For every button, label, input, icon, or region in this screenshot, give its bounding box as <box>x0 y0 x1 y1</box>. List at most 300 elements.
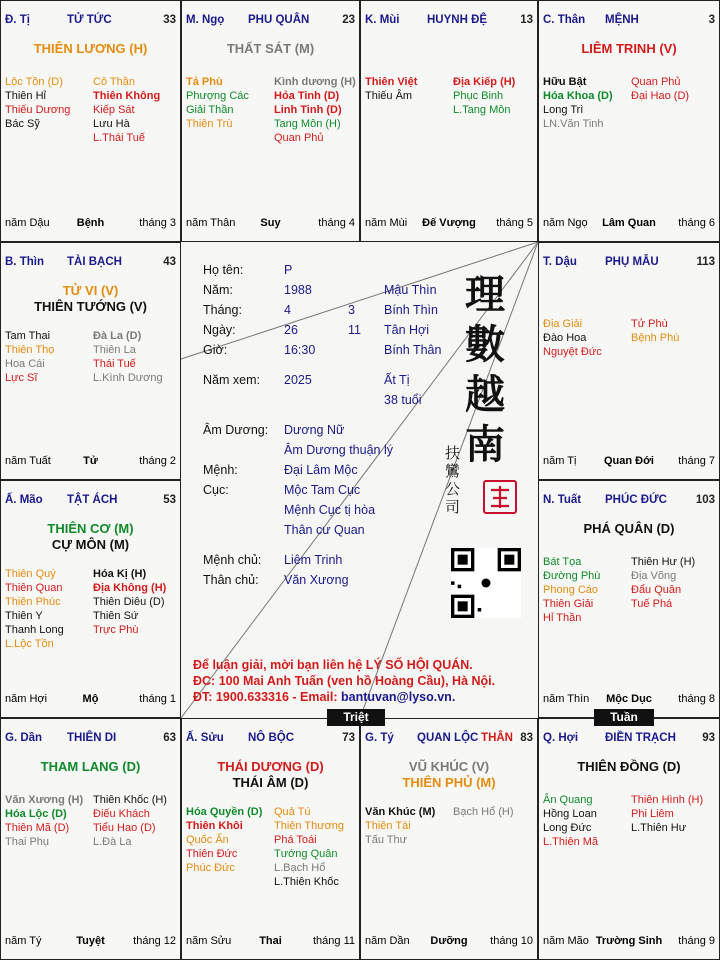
tuan-tag: Tuần <box>594 709 654 726</box>
label-menh: Mệnh: <box>203 463 238 477</box>
truong-sinh-stage: Dưỡng <box>430 935 468 947</box>
minor-star: Hữu Bật <box>543 76 587 88</box>
seal-mark <box>485 482 515 512</box>
value-nam-can: Mậu Thìn <box>384 283 437 297</box>
branch-label: G. Dần <box>5 732 43 744</box>
minor-star: Thiên Hỉ <box>5 90 46 102</box>
minor-star: Tuế Phá <box>631 598 673 610</box>
truong-sinh-stage: Trường Sinh <box>595 935 663 947</box>
luu-month: tháng 12 <box>133 935 176 947</box>
branch-label: Đ. Tị <box>5 14 30 26</box>
luu-nien-year: năm Dần <box>365 935 410 947</box>
main-stars <box>539 521 719 537</box>
palace-cell-ngo <box>181 0 360 242</box>
main-stars <box>539 41 719 57</box>
palace-header <box>543 494 715 510</box>
luu-month: tháng 1 <box>139 693 176 705</box>
main-stars <box>361 759 537 791</box>
value-gio: 16:30 <box>284 343 316 357</box>
star-column <box>5 793 89 849</box>
main-star: PHÁ QUÂN (D) <box>583 521 675 536</box>
value-thang: 4 <box>284 303 291 317</box>
main-star: TỬ VI (V) <box>62 283 119 298</box>
minor-star: Quan Phủ <box>274 132 324 144</box>
small-seal-text <box>445 444 465 516</box>
minor-star: Hoa Cái <box>5 358 45 370</box>
palace-header <box>543 14 715 30</box>
palace-name: HUYNH ĐỆ <box>427 14 488 26</box>
label-menh-chu: Mệnh chủ: <box>203 553 262 567</box>
star-column <box>93 75 177 145</box>
main-star: THIÊN PHỦ (M) <box>402 775 496 790</box>
minor-star: Thiên Phúc <box>5 596 61 608</box>
value-am-duong: Dương Nữ <box>284 423 345 437</box>
calligraphy-char: 理 <box>465 271 505 318</box>
minor-star: Lực Sĩ <box>5 372 38 384</box>
minor-star: Ân Quang <box>543 794 593 806</box>
palace-header <box>365 14 533 30</box>
minor-star: Thiên Hư (H) <box>631 556 696 568</box>
minor-star: Long Trì <box>543 104 584 116</box>
luu-month: tháng 9 <box>678 935 715 947</box>
palace-footer <box>365 935 533 949</box>
truong-sinh-stage: Quan Đới <box>604 455 654 467</box>
minor-star: Đà La (D) <box>93 330 142 342</box>
label-am-duong: Âm Dương: <box>203 423 269 437</box>
luu-nien-year: năm Sửu <box>186 935 232 947</box>
calligraphy-logo <box>465 270 525 470</box>
minor-star: Quan Phủ <box>631 76 681 88</box>
value-gio-can: Bính Thân <box>384 343 442 357</box>
luu-nien-year: năm Ngọ <box>543 217 588 229</box>
minor-star: Phi Liêm <box>631 808 674 820</box>
dai-han-number: 63 <box>163 732 176 744</box>
contact-phone: ĐT: 1900.633316 - Email: <box>193 690 341 704</box>
label-than-chu: Thân chủ: <box>203 573 259 587</box>
star-column <box>543 793 627 849</box>
dai-han-number: 83 <box>520 732 533 744</box>
dai-han-number: 43 <box>163 256 176 268</box>
calligraphy-char: 越 <box>465 371 505 418</box>
minor-star: Thiên Khôi <box>186 820 243 832</box>
palace-cell-mao <box>0 480 181 718</box>
minor-star: Giải Thần <box>186 104 234 116</box>
luu-nien-year: năm Thìn <box>543 693 590 705</box>
minor-star: Thiên Quan <box>5 582 63 594</box>
minor-star: Phượng Các <box>186 90 249 102</box>
star-column <box>543 317 627 359</box>
value-than-cu: Thân cư Quan <box>284 523 365 537</box>
minor-star: Văn Khúc (M) <box>365 806 436 818</box>
truong-sinh-stage: Tử <box>83 455 98 467</box>
calligraphy-char: 南 <box>465 421 505 468</box>
minor-star: Địa Võng <box>631 570 677 582</box>
palace-header <box>543 732 715 748</box>
palace-name: TÀI BẠCH <box>67 256 122 268</box>
minor-star: Cô Thần <box>93 76 135 88</box>
minor-star: Văn Xương (H) <box>5 794 84 806</box>
minor-star: Nguyệt Đức <box>543 346 602 358</box>
palace-name: PHÚC ĐỨC <box>605 494 667 506</box>
main-star: THẤT SÁT (M) <box>226 41 315 56</box>
value-nam-xem: 2025 <box>284 373 312 387</box>
palace-name: THIÊN DI <box>67 732 117 744</box>
main-star: THAM LANG (D) <box>40 759 141 774</box>
minor-star: L.Đà La <box>93 836 132 848</box>
value-thang-am: 3 <box>348 303 355 317</box>
minor-star: L.Thiên Hư <box>631 822 687 834</box>
minor-star: Thiên Đức <box>186 848 238 860</box>
contact-line-3 <box>193 690 455 704</box>
branch-label: Ấ. Sửu <box>186 732 224 744</box>
palace-footer <box>186 935 355 949</box>
contact-line-2: ĐC: 100 Mai Anh Tuấn (ven hồ Hoàng Cầu), Hà Nội. <box>193 674 496 688</box>
star-column <box>5 329 89 385</box>
palace-header <box>5 494 176 510</box>
palace-cell-dau <box>538 242 720 480</box>
palace-header <box>5 256 176 272</box>
value-cuc: Mộc Tam Cục <box>284 483 361 497</box>
palace-name: NÔ BỘC <box>248 732 294 744</box>
star-column <box>631 317 715 345</box>
luu-nien-year: năm Thân <box>186 217 236 229</box>
star-column <box>543 75 627 131</box>
minor-star: Long Đức <box>543 822 592 834</box>
minor-star: Lưu Hà <box>93 118 130 130</box>
luu-nien-year: năm Mão <box>543 935 589 947</box>
label-cuc: Cục: <box>203 483 229 497</box>
value-ngay-can: Tân Hợi <box>384 323 430 337</box>
star-column <box>186 75 270 131</box>
minor-star: L.Thái Tuế <box>93 132 145 144</box>
palace-name: PHU QUÂN <box>248 14 310 26</box>
palace-footer <box>5 455 176 469</box>
dai-han-number: 23 <box>342 14 355 26</box>
branch-label: B. Thìn <box>5 256 44 268</box>
dai-han-number: 13 <box>520 14 533 26</box>
minor-star: Thiên Sứ <box>93 610 139 622</box>
center-info-panel <box>181 242 538 718</box>
palace-header <box>5 732 176 748</box>
branch-label: Ấ. Mão <box>5 494 43 506</box>
palace-name: PHỤ MẪU <box>605 256 659 268</box>
truong-sinh-stage: Lâm Quan <box>602 217 656 229</box>
label-ngay: Ngày: <box>203 323 236 337</box>
value-am-duong-ly: Âm Dương thuận lý <box>284 443 393 457</box>
branch-label: Q. Hợi <box>543 732 579 744</box>
minor-star: Tam Thai <box>5 330 51 342</box>
red-seal-stamp <box>483 480 517 514</box>
luu-month: tháng 7 <box>678 455 715 467</box>
minor-star: Thai Phụ <box>5 836 50 848</box>
main-stars <box>1 41 180 57</box>
minor-star: Quốc Ấn <box>186 834 229 846</box>
palace-cell-tuat <box>538 480 720 718</box>
luu-nien-year: năm Dậu <box>5 217 50 229</box>
minor-star: Thiên Việt <box>365 76 418 88</box>
truong-sinh-stage: Đế Vượng <box>422 217 476 229</box>
palace-cell-hoi <box>538 718 720 960</box>
minor-star: Đào Hoa <box>543 332 587 344</box>
main-star: VŨ KHÚC (V) <box>408 759 490 774</box>
minor-star: Thiên Tài <box>365 820 411 832</box>
minor-star: Tử Phù <box>631 318 668 330</box>
main-star: THIÊN CƠ (M) <box>47 521 134 536</box>
star-column <box>543 555 627 625</box>
branch-label: N. Tuất <box>543 494 582 506</box>
minor-star: Hồng Loan <box>543 808 597 820</box>
value-ngay-am: 11 <box>348 323 361 337</box>
luu-nien-year: năm Tý <box>5 935 42 947</box>
dai-han-number: 53 <box>163 494 176 506</box>
value-tuoi: 38 tuổi <box>384 393 422 407</box>
palace-cell-dan <box>0 718 181 960</box>
palace-footer <box>365 217 533 231</box>
minor-star: Lộc Tồn (D) <box>5 76 63 88</box>
triet-tag: Triệt <box>327 709 385 726</box>
calligraphy-char: 數 <box>465 321 505 368</box>
value-menh-chu: Liêm Trinh <box>284 553 343 567</box>
minor-star: Kình dương (H) <box>274 76 356 88</box>
minor-star: Tang Môn (H) <box>274 118 341 130</box>
palace-name: ĐIỀN TRẠCH <box>605 732 676 744</box>
minor-star: LN.Văn Tinh <box>543 118 604 130</box>
seal-char: 公 <box>445 480 461 498</box>
dai-han-number: 73 <box>342 732 355 744</box>
truong-sinh-stage: Bệnh <box>76 217 105 229</box>
minor-star: Đường Phù <box>543 570 601 582</box>
main-star: THIÊN ĐỒNG (D) <box>577 759 681 774</box>
minor-star: Thiếu Âm <box>365 90 413 102</box>
branch-label: M. Ngọ <box>186 14 225 26</box>
value-menh: Đại Lâm Mộc <box>284 463 358 477</box>
minor-star: L.Kình Dương <box>93 372 163 384</box>
dai-han-number: 3 <box>708 14 715 26</box>
minor-star: Thiên Không <box>93 90 161 102</box>
minor-star: L.Bạch Hổ <box>274 862 326 874</box>
star-column <box>453 75 537 117</box>
main-stars <box>182 759 359 791</box>
label-ho-ten: Họ tên: <box>203 263 244 277</box>
palace-cell-thin <box>0 242 181 480</box>
palace-name: QUAN LỘC <box>417 732 479 744</box>
luu-nien-year: năm Mùi <box>365 217 408 229</box>
minor-star: L.Tang Môn <box>453 104 511 116</box>
minor-star: Thiên Mã (D) <box>5 822 70 834</box>
minor-star: Thiên Thương <box>274 820 345 832</box>
label-thang: Tháng: <box>203 303 242 317</box>
palace-header <box>365 732 533 748</box>
minor-star: Hỏa Tinh (D) <box>274 90 340 102</box>
star-column <box>93 329 177 385</box>
palace-footer <box>543 693 715 707</box>
luu-month: tháng 3 <box>139 217 176 229</box>
truong-sinh-stage: Thai <box>259 935 282 947</box>
contact-line-1: Để luận giải, mời bạn liên hệ LÝ SỐ HỘI QUÁN. <box>193 658 473 672</box>
qr-code[interactable] <box>451 548 521 618</box>
minor-star: Thanh Long <box>5 624 64 636</box>
star-column <box>5 567 89 651</box>
minor-star: Bác Sỹ <box>5 118 40 130</box>
main-star: THIÊN LƯƠNG (H) <box>33 41 148 56</box>
star-column <box>631 793 715 835</box>
palace-footer <box>186 217 355 231</box>
minor-star: Phá Toái <box>274 834 317 846</box>
dai-han-number: 33 <box>163 14 176 26</box>
minor-star: Linh Tinh (D) <box>274 104 342 116</box>
branch-label: T. Dậu <box>543 256 577 268</box>
label-nam: Năm: <box>203 283 233 297</box>
minor-star: Hóa Khoa (D) <box>543 90 613 102</box>
star-column <box>365 805 449 847</box>
palace-name: MỆNH <box>605 14 639 26</box>
minor-star: Trực Phù <box>93 624 139 636</box>
main-star: THÁI ÂM (D) <box>232 775 309 790</box>
value-nam: 1988 <box>284 283 312 297</box>
palace-footer <box>543 217 715 231</box>
minor-star: Thiên Thọ <box>5 344 55 356</box>
minor-star: Hóa Kị (H) <box>93 568 147 580</box>
palace-cell-ty <box>360 718 538 960</box>
main-stars <box>1 521 180 553</box>
palace-footer <box>5 217 176 231</box>
star-column <box>93 793 177 849</box>
value-than-chu: Văn Xương <box>284 573 349 587</box>
minor-star: L.Thiên Mã <box>543 836 599 848</box>
contact-email[interactable]: bantuvan@lyso.vn. <box>341 690 456 704</box>
palace-header <box>5 14 176 30</box>
minor-star: Phúc Đức <box>186 862 235 874</box>
minor-star: Thiên Khốc (H) <box>93 794 167 806</box>
palace-header <box>186 732 355 748</box>
palace-header <box>186 14 355 30</box>
palace-name: TẬT ÁCH <box>67 494 118 506</box>
minor-star: Điếu Khách <box>93 808 150 820</box>
seal-char: 扶 <box>445 444 461 462</box>
luu-month: tháng 10 <box>490 935 533 947</box>
dai-han-number: 113 <box>696 256 715 268</box>
star-column <box>631 555 715 611</box>
palace-cell-mui <box>360 0 538 242</box>
value-thang-can: Bính Thìn <box>384 303 438 317</box>
value-cuc-relation: Mệnh Cục tị hòa <box>284 503 376 517</box>
truong-sinh-stage: Tuyệt <box>76 935 105 947</box>
luu-nien-year: năm Tuất <box>5 455 51 467</box>
dai-han-number: 93 <box>702 732 715 744</box>
star-column <box>274 805 358 889</box>
label-gio: Giờ: <box>203 343 228 357</box>
star-column <box>186 805 270 875</box>
minor-star: Thiên Diêu (D) <box>93 596 165 608</box>
main-stars <box>182 41 359 57</box>
palace-header <box>543 256 715 272</box>
palace-cell-than <box>538 0 720 242</box>
branch-label: G. Tý <box>365 732 394 744</box>
main-star: CỰ MÔN (M) <box>51 537 130 552</box>
palace-cell-suu <box>181 718 360 960</box>
minor-star: Thiên La <box>93 344 136 356</box>
branch-label: K. Mùi <box>365 14 400 26</box>
luu-nien-year: năm Hợi <box>5 693 48 705</box>
minor-star: Bát Tọa <box>543 556 582 568</box>
star-column <box>274 75 358 145</box>
main-stars <box>539 759 719 775</box>
minor-star: Thiên Quý <box>5 568 56 580</box>
label-nam-xem: Năm xem: <box>203 373 260 387</box>
star-column <box>631 75 715 103</box>
palace-footer <box>543 935 715 949</box>
luu-month: tháng 2 <box>139 455 176 467</box>
minor-star: Tướng Quân <box>274 848 338 860</box>
minor-star: Tả Phù <box>186 76 223 88</box>
main-stars <box>1 759 180 775</box>
minor-star: Quả Tú <box>274 806 311 818</box>
dai-han-number: 103 <box>695 494 715 506</box>
minor-star: Thiếu Dương <box>5 104 71 116</box>
branch-label: C. Thân <box>543 14 586 26</box>
minor-star: Thiên Y <box>5 610 43 622</box>
minor-star: Đại Hao (D) <box>631 90 690 102</box>
minor-star: Thái Tuế <box>93 358 136 370</box>
main-star: LIÊM TRINH (V) <box>581 41 677 56</box>
minor-star: Hóa Lộc (D) <box>5 808 67 820</box>
minor-star: Phục Binh <box>453 90 504 102</box>
minor-star: Thiên Hình (H) <box>631 794 704 806</box>
star-column <box>365 75 449 103</box>
minor-star: Tấu Thư <box>365 834 408 846</box>
minor-star: Thiên Trù <box>186 118 233 130</box>
luu-month: tháng 11 <box>312 935 355 947</box>
minor-star: Tiểu Hao (D) <box>93 822 156 834</box>
star-column <box>93 567 177 637</box>
luu-month: tháng 4 <box>318 217 355 229</box>
seal-char: 鸞 <box>445 462 461 480</box>
minor-star: Bạch Hổ (H) <box>453 806 514 818</box>
minor-star: Địa Giải <box>543 318 583 330</box>
value-nam-xem-can: Ất Tị <box>384 373 410 387</box>
minor-star: Hóa Quyền (D) <box>186 806 263 818</box>
main-stars <box>1 283 180 315</box>
value-ho-ten: P <box>284 263 293 277</box>
luu-month: tháng 6 <box>678 217 715 229</box>
value-ngay: 26 <box>284 323 298 337</box>
minor-star: Địa Không (H) <box>93 582 167 594</box>
minor-star: Hỉ Thần <box>543 612 582 624</box>
star-column <box>453 805 537 819</box>
seal-char: 司 <box>445 498 461 516</box>
palace-footer <box>5 693 176 707</box>
minor-star: Bệnh Phù <box>631 332 680 344</box>
minor-star: L.Thiên Khốc <box>274 876 339 888</box>
palace-cell-ti <box>0 0 181 242</box>
truong-sinh-stage: Suy <box>260 217 281 229</box>
minor-star: Kiếp Sát <box>93 104 135 116</box>
minor-star: L.Lộc Tồn <box>5 638 54 650</box>
palace-footer <box>543 455 715 469</box>
luu-month: tháng 8 <box>678 693 715 705</box>
star-column <box>5 75 89 131</box>
minor-star: Đẩu Quân <box>631 584 682 596</box>
minor-star: Phong Cáo <box>543 584 599 596</box>
main-star: THIÊN TƯỚNG (V) <box>34 299 147 314</box>
truong-sinh-stage: Mộ <box>82 693 99 705</box>
main-star: THÁI DƯƠNG (D) <box>217 759 324 774</box>
minor-star: Địa Kiếp (H) <box>453 76 516 88</box>
luu-nien-year: năm Tị <box>543 455 577 467</box>
minor-star: Thiên Giải <box>543 598 594 610</box>
truong-sinh-stage: Mộc Dục <box>606 693 652 705</box>
palace-name: TỬ TỨC <box>67 14 112 26</box>
